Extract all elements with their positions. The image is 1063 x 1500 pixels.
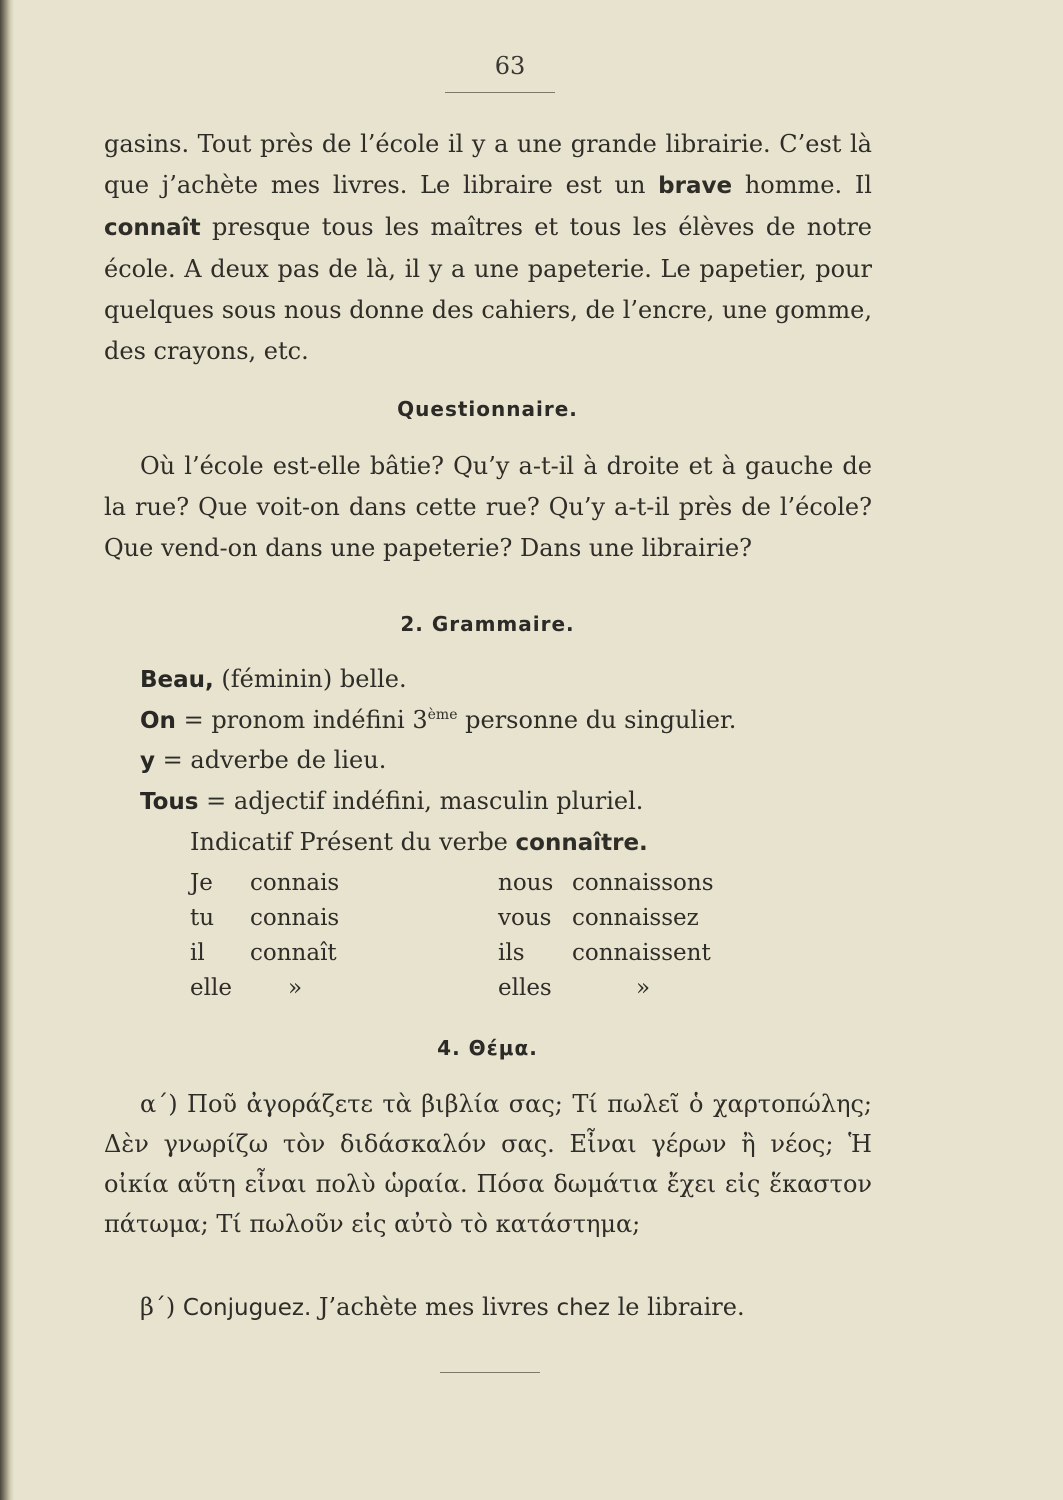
paragraph-text-3: presque tous les maîtres et tous les élèves de notre école. A deux pas de là, il y a une papeterie. Le papetier, pour quelques sous nous donne des cahiers, de l’encre, une gomme, des crayons, etc.	[104, 213, 872, 365]
grammar-term-y: y	[140, 748, 155, 774]
conjugation-row	[190, 936, 750, 971]
paragraph-text-2: homme. Il	[744, 171, 872, 199]
indicatif-text: Indicatif Présent du verbe	[190, 828, 508, 856]
grammar-line-tous	[140, 781, 900, 823]
verb-singular: connaît	[250, 940, 337, 966]
bold-word-connait: connaît	[104, 215, 201, 241]
exercise-b-label: β΄)	[140, 1293, 176, 1321]
grammar-term-on: On	[140, 708, 176, 734]
pronoun-singular: elle	[190, 975, 232, 1001]
questionnaire-paragraph: Où l’école est-elle bâtie? Qu’y a-t-il à droite et à gauche de la rue? Que voit-on dans cette rue? Qu’y a-t-il près de l’école? Que vend-on dans une papeterie? Dans une librairie?	[104, 452, 872, 562]
grammar-term-tous: Tous	[140, 789, 199, 815]
questionnaire-heading: Questionnaire.	[397, 397, 578, 421]
thema-heading: 4. Θέμα.	[437, 1036, 538, 1060]
grammar-def-beau: (féminin) belle.	[221, 665, 407, 693]
verb-plural: connaissons	[572, 870, 714, 896]
grammar-line-y	[140, 740, 900, 782]
verb-plural: connaissez	[572, 905, 699, 931]
indicatif-verb: connaître.	[515, 830, 648, 856]
pronoun-plural: vous	[498, 905, 552, 931]
reading-paragraph	[104, 124, 872, 372]
page-number: 63	[494, 52, 526, 80]
pronoun-plural: nous	[498, 870, 554, 896]
exercise-b-sentence-b: le libraire.	[617, 1293, 745, 1321]
paragraph-text-1: gasins. Tout près de l’école il y a une grande librairie. C’est là que j’achète mes livres. Le libraire est un	[104, 130, 872, 199]
exercise-b-sentence-a: J’achète mes livres	[318, 1293, 549, 1321]
verb-singular: connais	[250, 870, 340, 896]
conjugation-row	[190, 971, 750, 1006]
grammar-line-on	[140, 700, 900, 742]
exercise-b-chez: chez	[556, 1295, 610, 1321]
grammar-def-y: = adverbe de lieu.	[162, 746, 387, 774]
pronoun-singular: tu	[190, 905, 215, 931]
grammar-superscript: ème	[427, 707, 458, 723]
page-binding-edge	[0, 0, 14, 1500]
pronoun-singular: Je	[190, 870, 213, 896]
exercise-b-verb: Conjuguez.	[182, 1295, 312, 1321]
indicatif-line	[190, 822, 648, 864]
verb-singular: connais	[250, 905, 340, 931]
verb-plural: »	[636, 975, 651, 1001]
pronoun-plural: ils	[498, 940, 525, 966]
grammar-def-on-a: = pronom indéfini 3	[183, 706, 428, 734]
top-rule	[445, 92, 555, 93]
conjugation-table	[190, 866, 750, 1006]
verb-singular: »	[288, 975, 303, 1001]
exercise-b	[140, 1287, 880, 1328]
verb-plural: connaissent	[572, 940, 711, 966]
grammar-term-beau: Beau,	[140, 667, 214, 693]
conjugation-row	[190, 866, 750, 901]
exercise-a: α΄) Ποῦ ἀγοράζετε τὰ βιβλία σας; Τί πωλεῖ ὁ χαρτοπώλης; Δὲν γνωρίζω τὸν διδάσκαλόν σας. Εἶναι γέρων ἢ νέος; Ἡ οἰκία αὕτη εἶναι πολὺ ὡραία. Πόσα δωμάτια ἔχει εἰς ἕκαστον πάτωμα; Τί πωλοῦν εἰς αὐτὸ τὸ κατάστημα;	[104, 1090, 872, 1238]
grammar-def-on-b: personne du singulier.	[465, 706, 737, 734]
conjugation-row	[190, 901, 750, 936]
pronoun-plural: elles	[498, 975, 552, 1001]
pronoun-singular: il	[190, 940, 205, 966]
grammar-line-beau	[140, 659, 900, 701]
grammar-def-tous: = adjectif indéfini, masculin pluriel.	[206, 787, 644, 815]
bold-word-brave: brave	[658, 173, 733, 199]
grammar-heading: 2. Grammaire.	[400, 612, 575, 636]
bottom-rule	[440, 1372, 540, 1373]
